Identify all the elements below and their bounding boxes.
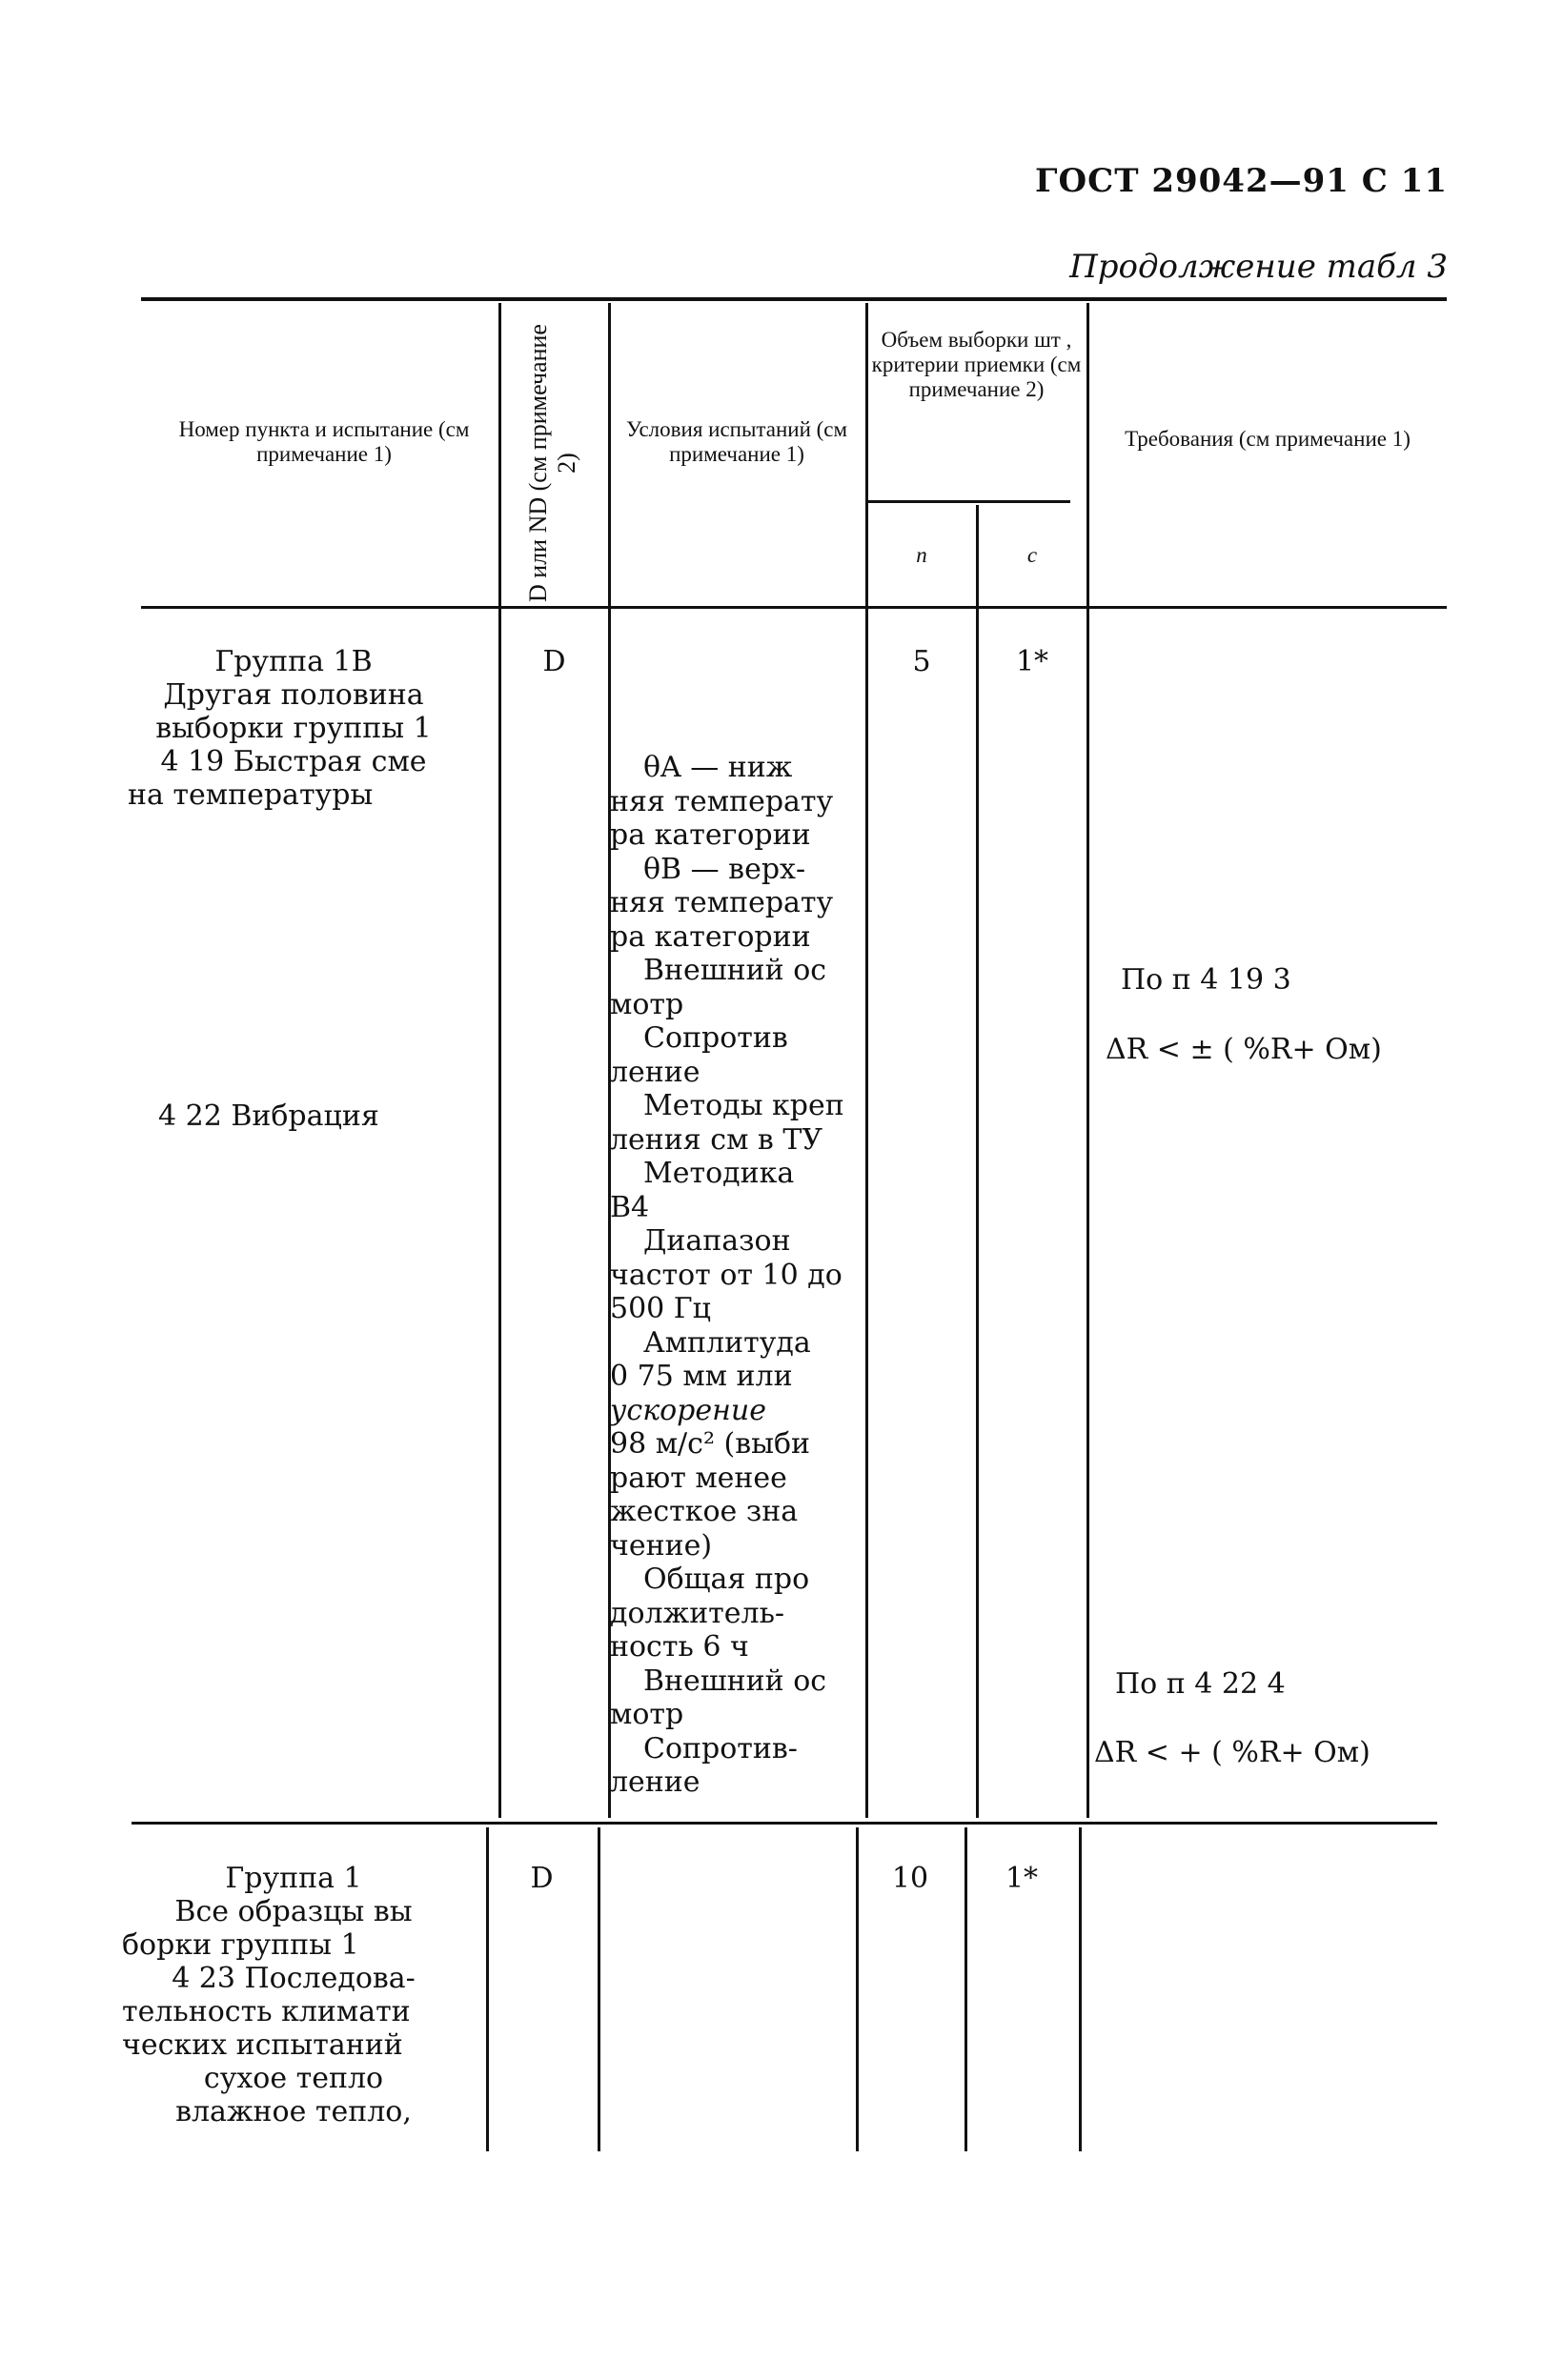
cond-line-11: Методы креп <box>643 1089 844 1122</box>
col-divider-4 <box>976 505 979 1818</box>
group1b-c-value: 1* <box>1015 645 1049 678</box>
cond-line-20: ускорение <box>610 1393 766 1427</box>
cond-line-4: θB — верх- <box>643 852 806 886</box>
page-header: ГОСТ 29042—91 С 11 <box>1035 162 1448 200</box>
group1-line-8: влажное тепло, <box>175 2095 412 2128</box>
group-separator-rule <box>132 1822 1437 1825</box>
table-continuation-label: Продолжение табл 3 <box>1069 248 1448 286</box>
header-bottom-rule <box>141 606 1447 609</box>
col-divider-3 <box>865 303 868 1818</box>
group1b-line-5: на температуры <box>128 778 374 812</box>
table-top-rule <box>141 297 1447 301</box>
group1-test-cell <box>112 1862 475 2128</box>
header-requirements: Требования (см примечание 1) <box>1125 427 1411 451</box>
resistance-change-formula-1: ΔR < ± ( %R+ Ом) <box>1106 1033 1382 1066</box>
group1b-line-3: выборки группы 1 <box>155 712 432 745</box>
cond-line-27: ность 6 ч <box>610 1630 749 1664</box>
requirement-ref-4224: По п 4 22 4 <box>1115 1667 1286 1701</box>
cond-line-3: ра категории <box>610 818 811 852</box>
header-c: c <box>1026 543 1038 567</box>
group1-line-4: 4 23 Последова- <box>172 1962 416 1995</box>
cond-line-6: ра категории <box>610 919 811 954</box>
col-divider-2-lower <box>598 1827 600 2151</box>
cond-line-29: мотр <box>610 1698 684 1731</box>
group1b-n-value: 5 <box>912 645 931 678</box>
cond-line-13: Методика <box>643 1157 795 1190</box>
cond-line-15: Диапазон <box>643 1224 791 1258</box>
group1b-conditions <box>610 751 844 1800</box>
cond-line-14: В4 <box>610 1190 650 1224</box>
cond-line-12: ления см в ТУ <box>610 1122 823 1157</box>
cond-line-16: частот от 10 до <box>610 1258 843 1292</box>
group1-line-7: сухое тепло <box>203 2062 384 2095</box>
cond-line-23: жесткое зна <box>610 1495 799 1528</box>
group1-d-value: D <box>530 1862 554 1895</box>
resistance-change-formula-2: ΔR < + ( %R+ Ом) <box>1094 1736 1370 1769</box>
cond-line-21: 98 м/с² (выби <box>610 1427 811 1461</box>
group1b-line-2: Другая половина <box>163 678 424 712</box>
cond-line-1: θA — ниж <box>643 751 793 784</box>
subheader-rule <box>865 500 1070 503</box>
cond-line-22: рают менее <box>610 1461 787 1495</box>
group1b-test-cell <box>122 645 465 812</box>
vibration-test-label: 4 22 Вибрация <box>158 1099 379 1133</box>
group1-line-3: борки группы 1 <box>122 1928 359 1962</box>
group1-line-5: тельность климати <box>122 1995 411 2028</box>
group1-line-2: Все образцы вы <box>174 1895 413 1928</box>
cond-line-17: 500 Гц <box>610 1292 711 1325</box>
cond-line-26: должитель- <box>610 1596 785 1630</box>
col-divider-1 <box>498 303 501 1818</box>
header-n: n <box>916 543 927 567</box>
header-test-number: Номер пункта и испытание (см примечание 1) <box>178 417 470 466</box>
cond-line-7: Внешний ос <box>643 954 827 987</box>
group1-n-value: 10 <box>891 1862 929 1895</box>
col-divider-5 <box>1086 303 1089 1818</box>
cond-line-24: чение) <box>610 1528 713 1563</box>
cond-line-30: Сопротив- <box>643 1731 798 1765</box>
header-d-nd: D или ND (см примечание 2) <box>524 324 580 602</box>
group1-line-1: Группа 1 <box>225 1862 362 1895</box>
header-conditions: Условия испытаний (см примечание 1) <box>625 417 848 466</box>
group1b-line-4: 4 19 Быстрая сме <box>160 745 427 778</box>
cond-line-10: ление <box>610 1055 700 1089</box>
cond-line-9: Сопротив <box>643 1021 788 1055</box>
cond-line-28: Внешний ос <box>643 1664 827 1698</box>
cond-line-2: няя температу <box>610 784 834 818</box>
requirement-ref-4193: По п 4 19 3 <box>1121 963 1291 997</box>
cond-line-25: Общая про <box>643 1563 810 1596</box>
group1-line-6: ческих испытаний <box>122 2028 403 2062</box>
col-divider-5-lower <box>1079 1827 1082 2151</box>
group1b-line-1: Группа 1В <box>214 645 373 678</box>
group1b-d-value: D <box>542 645 566 678</box>
cond-line-19: 0 75 мм или <box>610 1360 793 1393</box>
cond-line-31: ление <box>610 1765 700 1799</box>
cond-line-5: няя температу <box>610 886 834 919</box>
header-sample-size: Объем выборки шт , критерии приемки (см примечание 2) <box>871 328 1082 401</box>
cond-line-18: Амплитуда <box>643 1325 811 1360</box>
group1-c-value: 1* <box>1005 1862 1039 1895</box>
cond-line-8: мотр <box>610 987 684 1021</box>
